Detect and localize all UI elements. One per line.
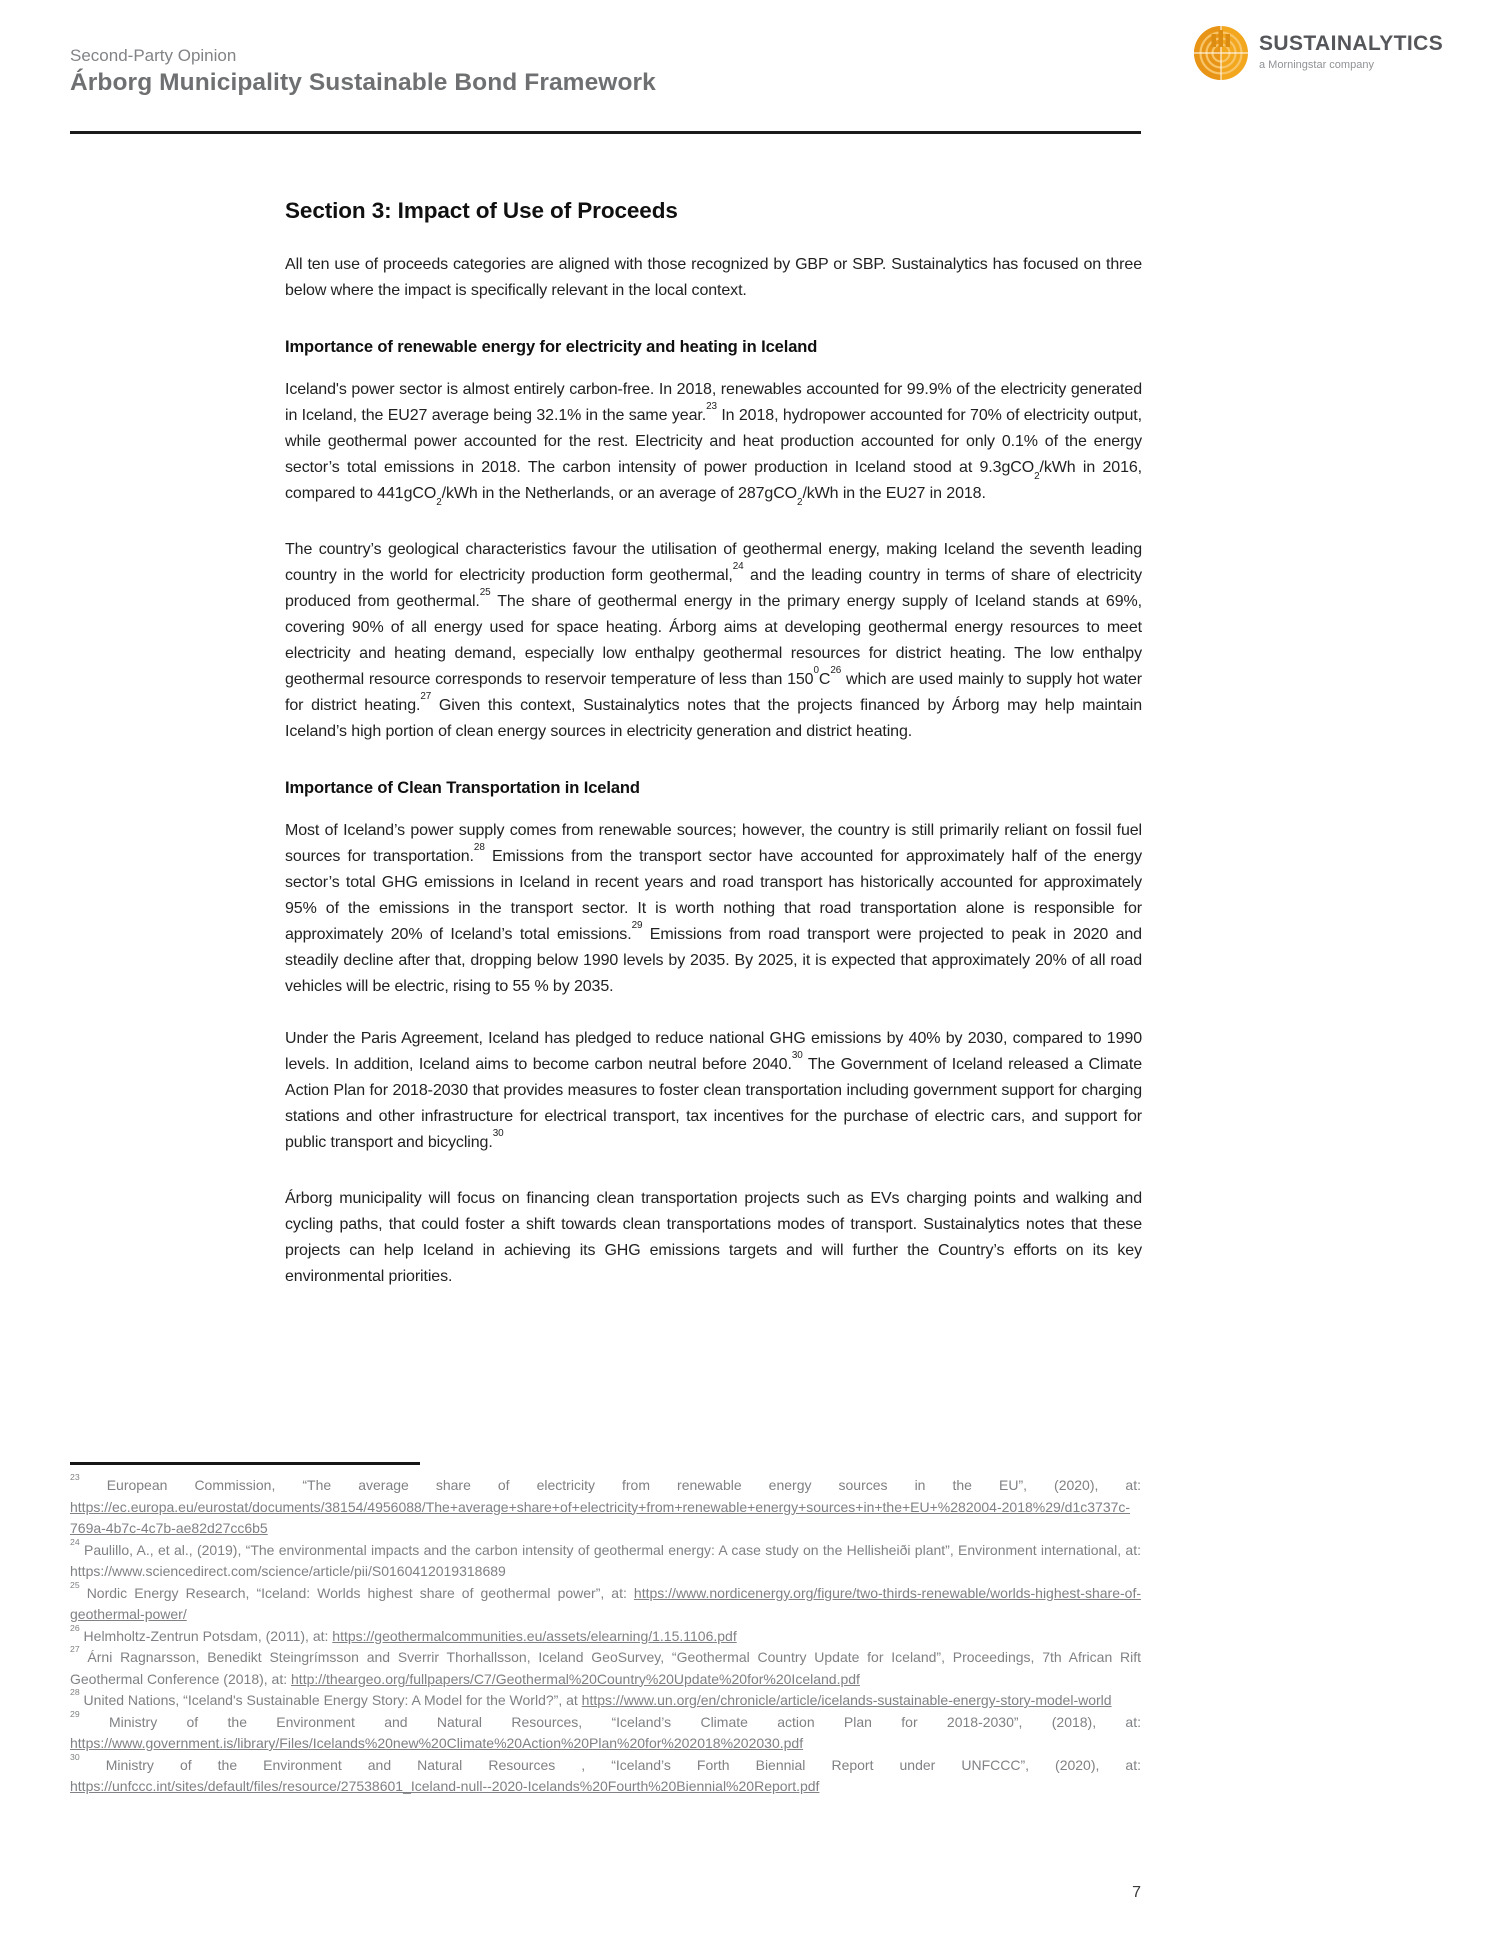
subscript: 2 xyxy=(1034,470,1040,482)
sustainalytics-globe-icon xyxy=(1192,24,1250,82)
footnote-link[interactable]: https://www.nordicenergy.org/figure/two-thirds-renewable/worlds-highest-share-of-geothermal-power/ xyxy=(70,1584,1141,1622)
superscript-reference: 29 xyxy=(631,920,643,932)
footnote-number: 28 xyxy=(70,1687,80,1698)
footnote-number: 30 xyxy=(70,1751,80,1762)
footnote-text: Ministry of the Environment and Natural Resources , “Iceland’s Forth Biennial Report under UNFCCC”, (2020), at: https://unfccc.int/sites/default/files/resource/27538601_Iceland-null--2020-Icelands%20Fourth%20Biennial%20Report.pdf xyxy=(70,1756,1141,1794)
footnote-link[interactable]: https://www.government.is/library/Files/Icelands%20new%20Climate%20Action%20Plan%20for%202018%202030.pdf xyxy=(70,1735,804,1751)
footnote-text: Nordic Energy Research, “Iceland: Worlds highest share of geothermal power”, at: https://www.nordicenergy.org/figure/two-thirds-renewable/worlds-highest-share-of-geothermal-power/ xyxy=(70,1584,1141,1622)
footnote-number: 25 xyxy=(70,1579,80,1590)
footnote xyxy=(70,1751,1141,1798)
page-header xyxy=(70,46,656,97)
superscript-reference: 0 xyxy=(813,665,819,677)
footnote-link[interactable]: http://theargeo.org/fullpapers/C7/Geothermal%20Country%20Update%20for%20Iceland.pdf xyxy=(291,1670,860,1687)
footnote-separator xyxy=(70,1462,420,1465)
logo-wordmark: SUSTAINALYTICS xyxy=(1259,32,1444,55)
footnote-number: 23 xyxy=(70,1472,80,1483)
footnote xyxy=(70,1536,1141,1583)
renewables-paragraph-1: Iceland's power sector is almost entirely carbon-free. In 2018, renewables accounted for 99.9% of the electricity generated in Iceland, the EU27 average being 32.1% in the same year.$^{23}$ In 2018, hydropower accounted for 70% of electricity output, while geothermal power accounted for the rest. Electricity and heat production accounted for only 0.1% of the energy sector’s total emissions in 2018. The carbon intensity of power production in Iceland stood at 9.3gCO$_2$/kWh in 2016, compared to 441gCO$_2$/kWh in the Netherlands, or an average of 287gCO$_2$/kWh in the EU27 in 2018. xyxy=(285,381,1143,508)
footnote-text: Paulillo, A., et al., (2019), “The environmental impacts and the carbon intensity of geothermal energy: A case study on the Hellisheiði plant”, Environment international, at: https://www.sciencedirect.com/science/article/pii/S0160412019318689 xyxy=(70,1541,1141,1579)
subscript: 2 xyxy=(436,496,442,508)
footnote xyxy=(70,1472,1141,1540)
footnote-text: Árni Ragnarsson, Benedikt Steingrímsson and Sverrir Thorhallsson, Iceland GeoSurvey, “Geothermal Country Update for Iceland”, Proceedings, 7th African Rift Geothermal Conference (2018), at: http://theargeo.org/fullpapers/C7/Geothermal%20Country%20Update%20for%20Iceland.pdf xyxy=(70,1649,1141,1687)
footnote xyxy=(70,1708,1141,1755)
footnotes-section xyxy=(70,1462,1141,1798)
transport-paragraph-1: Most of Iceland’s power supply comes from renewable sources; however, the country is still primarily reliant on fossil fuel sources for transportation.$^{28}$ Emissions from the transport sector have accounted for approximately half of the energy sector’s total GHG emissions in Iceland in recent years and road transport has historically accounted for approximately 95% of the emissions in the transport sector. It is worth nothing that road transportation alone is responsible for approximately 20% of Iceland’s total emissions.$^{29}$ Emissions from road transport were projected to peak in 2020 and steadily decline after that, dropping below 1990 levels by 2035. By 2025, it is expected that approximately 20% of all road vehicles will be electric, rising to 55 % by 2035. xyxy=(285,822,1142,995)
superscript-reference: 23 xyxy=(706,401,717,413)
intro-paragraph: All ten use of proceeds categories are aligned with those recognized by GBP or SBP. Sustainalytics has focused on three below where the impact is specifically relevant in the local context. xyxy=(285,256,1142,299)
renewables-subheading: Importance of renewable energy for electricity and heating in Iceland xyxy=(285,338,818,356)
footnote-link[interactable]: https://unfccc.int/sites/default/files/resource/27538601_Iceland-null--2020-Icelands%20Fourth%20Biennial%20Report.pdf xyxy=(70,1778,820,1794)
transport-paragraph-2: Under the Paris Agreement, Iceland has pledged to reduce national GHG emissions by 40% by 2030, compared to 1990 levels. In addition, Iceland aims to become carbon neutral before 2040.30 The Government of Iceland released a Climate Action Plan for 2018-2030 that provides measures to foster clean transportation including government support for charging stations and other infrastructure for electrical transport, tax incentives for the purchase of electric cars, and support for public transport and bicycling.$^{30}$ xyxy=(285,1030,1142,1151)
section-heading: Section 3: Impact of Use of Proceeds xyxy=(285,198,678,223)
footnote-number: 29 xyxy=(70,1708,80,1719)
logo-tagline: a Morningstar company xyxy=(1259,59,1374,71)
footnote-text: Helmholtz-Zentrun Potsdam, (2011), at: https://geothermalcommunities.eu/assets/elearning/1.15.1106.pdf xyxy=(79,1627,737,1644)
header-divider xyxy=(70,131,1141,134)
document-title: Árborg Municipality Sustainable Bond Framework xyxy=(70,69,656,96)
transport-subheading: Importance of Clean Transportation in Iceland xyxy=(285,779,640,797)
superscript-reference: 26 xyxy=(830,665,842,677)
footnote xyxy=(70,1687,1141,1712)
superscript-reference: 24 xyxy=(732,561,744,573)
renewables-paragraph-2: The country’s geological characteristics favour the utilisation of geothermal energy, making Iceland the seventh leading country in the world for electricity production form geothermal,$^{24}$ and the leading country in terms of share of electricity produced from geothermal.$^{25}$ The share of geothermal energy in the primary energy supply of Iceland stands at 69%, covering 90% of all energy used for space heating. Árborg aims at developing geothermal energy resources to meet electricity and heating demand, especially low enthalpy geothermal resources for district heating. The low enthalpy geothermal resource corresponds to reservoir temperature of less than $150^0C^{26}$ which are used mainly to supply hot water for district heating.$^{27}$ Given this context, Sustainalytics notes that the projects financed by Árborg may help maintain Iceland’s high portion of clean energy sources in electricity generation and district heating. xyxy=(285,541,1143,740)
superscript-reference: 30 xyxy=(492,1128,504,1140)
footnote xyxy=(70,1622,1141,1648)
footnote-link[interactable]: https://www.un.org/en/chronicle/article/icelands-sustainable-energy-story-model-world xyxy=(581,1692,1112,1708)
footnote-number: 26 xyxy=(70,1622,80,1633)
logo-text xyxy=(1259,24,1443,71)
footnote xyxy=(70,1579,1141,1626)
footnote-text: United Nations, “Iceland's Sustainable Energy Story: A Model for the World?”, at https://www.un.org/en/chronicle/article/icelands-sustainable-energy-story-model-world xyxy=(79,1692,1112,1708)
footnotes-list xyxy=(70,1472,1141,1798)
footnote-number: 24 xyxy=(70,1536,80,1547)
body-content xyxy=(285,155,1142,1316)
footnote-text: Ministry of the Environment and Natural Resources, “Iceland’s Climate action Plan for 2018-2030”, (2018), at: https://www.government.is/library/Files/Icelands%20new%20Climate%20Action%20Plan%20for%202018%202030.pdf xyxy=(70,1713,1141,1751)
footnote-link[interactable]: https://geothermalcommunities.eu/assets/elearning/1.15.1106.pdf xyxy=(332,1627,737,1644)
footnote-text: European Commission, “The average share of electricity from renewable energy sources in the EU”, (2020), at: https://ec.europa.eu/eurostat/documents/38154/4956088/The+average+share+of+electricity+from+renewable+energy+sources+in+the+EU+%282004-2018%29/d1c3737c-769a-4b7c-4c7b-ae82d27cc6b5 xyxy=(70,1477,1141,1536)
footnote-link[interactable]: https://ec.europa.eu/eurostat/documents/38154/4956088/The+average+share+of+electricity+from+renewable+energy+sources+in+the+EU+%282004-2018%29/d1c3737c-769a-4b7c-4c7b-ae82d27cc6b5 xyxy=(70,1498,1131,1536)
page-number: 7 xyxy=(1132,1884,1141,1901)
footnote-number: 27 xyxy=(70,1644,80,1655)
subscript: 2 xyxy=(797,496,803,508)
footnote xyxy=(70,1644,1141,1690)
superscript-reference: 27 xyxy=(420,691,432,703)
sustainalytics-logo xyxy=(1192,24,1443,82)
superscript-reference: 25 xyxy=(479,587,491,599)
document-type-label: Second-Party Opinion xyxy=(70,46,237,65)
transport-paragraph-3: Árborg municipality will focus on financing clean transportation projects such as EVs charging points and walking and cycling paths, that could foster a shift towards clean transportations modes of transport. Sustainalytics notes that these projects can help Iceland in achieving its GHG emissions targets and will further the Country’s efforts on its key environmental priorities. xyxy=(285,1190,1142,1285)
superscript-reference: 28 xyxy=(473,842,485,854)
superscript-reference: 30 xyxy=(791,1050,803,1062)
